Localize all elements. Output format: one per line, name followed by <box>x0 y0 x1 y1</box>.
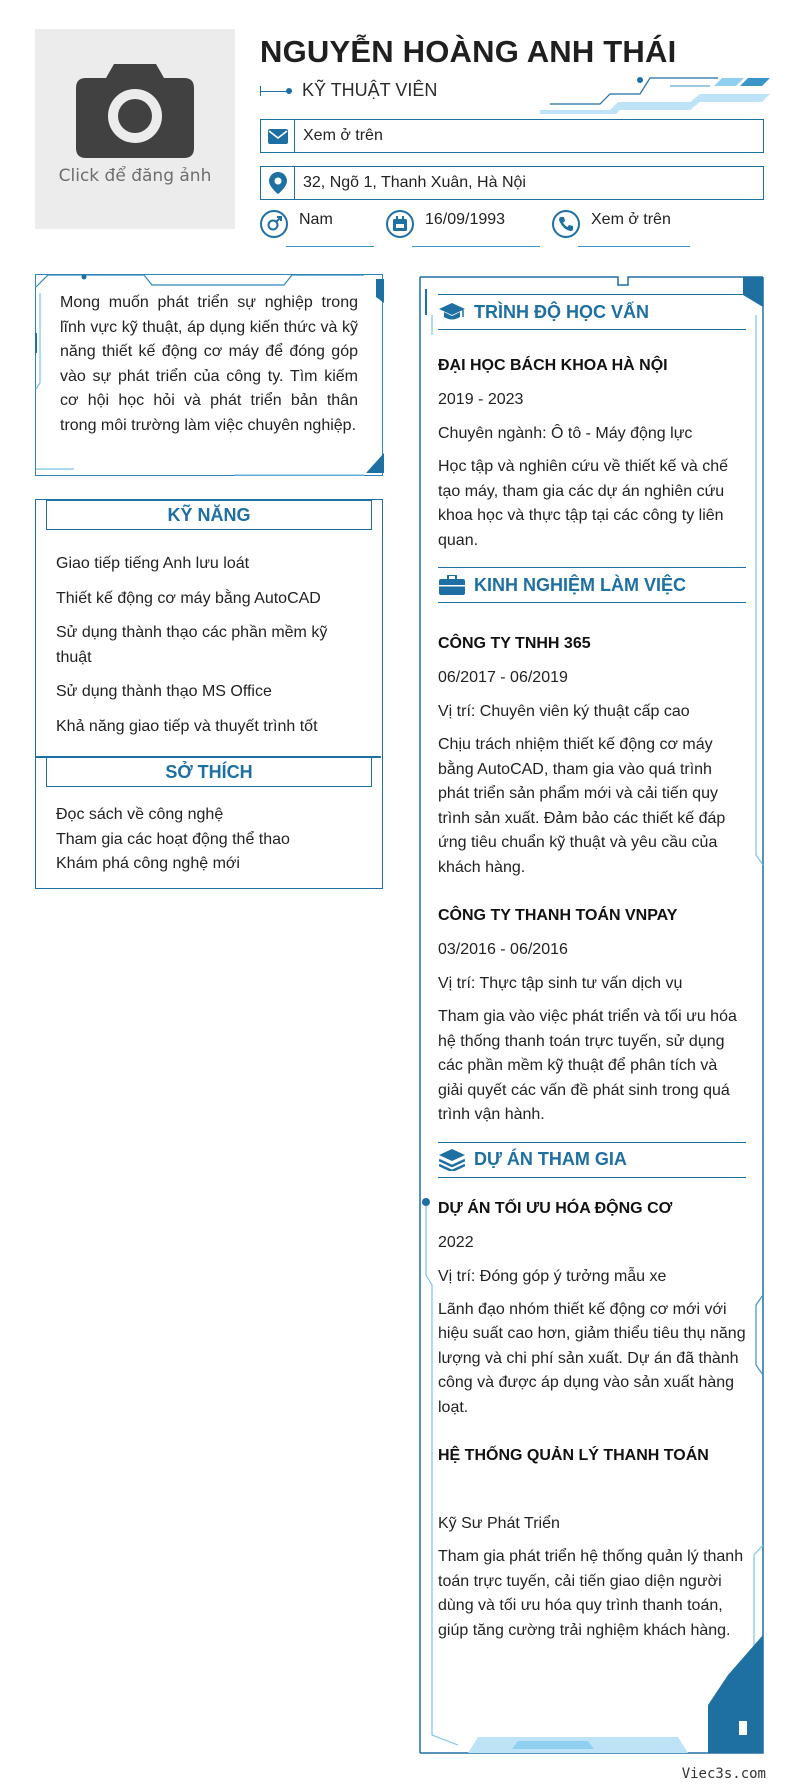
gender-field[interactable] <box>260 210 333 238</box>
skill-item: Thiết kế động cơ máy bằng AutoCAD <box>56 589 321 607</box>
job-period: 03/2016 - 06/2016 <box>438 941 568 958</box>
skills-heading: KỸ NĂNG <box>46 500 372 530</box>
phone-underline <box>578 246 690 247</box>
gender-underline <box>286 246 374 247</box>
calendar-icon <box>386 210 414 238</box>
projects-heading: DỰ ÁN THAM GIA <box>474 1149 627 1169</box>
email-field[interactable] <box>260 119 764 153</box>
skill-item: Sử dụng thành thạo MS Office <box>56 683 272 700</box>
gender-icon <box>260 210 288 238</box>
map-pin-icon <box>261 167 295 199</box>
envelope-icon <box>261 120 295 152</box>
hobby-item: Tham gia các hoạt động thể thao <box>56 830 290 848</box>
dob-value: 16/09/1993 <box>425 211 506 228</box>
job-title-row <box>260 80 437 101</box>
project-year <box>438 1479 746 1501</box>
education-heading-bar <box>438 294 746 330</box>
footer-brand: Viec3s.com <box>681 1766 766 1782</box>
title-line-decoration <box>260 84 292 98</box>
project-description: Lãnh đạo nhóm thiết kế động cơ mới với hiệu suất cao hơn, giảm thiểu tiêu thụ năng lượng và chi phí sản xuất. Dự án đã thành công và được áp dụng vào sản xuất hàng loạt. <box>438 1300 746 1416</box>
email-value: Xem ở trên <box>303 127 383 144</box>
project-name: HỆ THỐNG QUẢN LÝ THANH TOÁN <box>438 1447 709 1464</box>
hobbies-list <box>56 803 290 877</box>
company-name: CÔNG TY TNHH 365 <box>438 635 591 652</box>
dob-field[interactable] <box>386 210 505 238</box>
dob-underline <box>412 246 540 247</box>
layers-icon <box>438 1149 466 1171</box>
skill-item: Giao tiếp tiếng Anh lưu loát <box>56 555 250 572</box>
photo-upload-label: Click để đăng ảnh <box>58 166 212 186</box>
education-description: Học tập và nghiên cứu về thiết kế và chế tạo máy, tham gia các dự án nghiên cứu khoa học và thực tập tại các công ty liên quan. <box>438 458 728 549</box>
experience-heading: KINH NGHIỆM LÀM VIỆC <box>474 574 687 595</box>
phone-icon <box>552 210 580 238</box>
career-objective-text: Mong muốn phát triển sự nghiệp trong lĩnh vực kỹ thuật, áp dụng kiến thức và kỹ năng thiết kế động cơ máy để đóng góp vào sự phát triển của công ty. Tìm kiếm cơ hội học hỏi và phát triển bản thân trong môi trường làm việc chuyên nghiệp. <box>60 294 358 434</box>
hobbies-heading: SỞ THÍCH <box>46 757 372 787</box>
education-period: 2019 - 2023 <box>438 391 524 408</box>
project-role: Vị trí: Đóng góp ý tưởng mẫu xe <box>438 1267 667 1285</box>
phone-value: Xem ở trên <box>591 211 671 228</box>
company-name: CÔNG TY THANH TOÁN VNPAY <box>438 907 678 924</box>
address-field[interactable] <box>260 166 764 200</box>
project-role: Kỹ Sư Phát Triển <box>438 1515 560 1532</box>
project-description: Tham gia phát triển hệ thống quản lý thanh toán trực tuyến, cải tiến giao diện người dùng và tối ưu hóa quy trình thanh toán, giúp tăng cường trải nghiệm khách hàng. <box>438 1548 744 1639</box>
project-year: 2022 <box>438 1233 474 1251</box>
education-heading: TRÌNH ĐỘ HỌC VẤN <box>474 301 649 322</box>
skills-hobbies-section <box>35 499 383 889</box>
phone-field[interactable] <box>552 210 671 238</box>
job-description: Tham gia vào việc phát triển và tối ưu hóa hệ thống thanh toán trực tuyến, sử dụng các phần mềm kỹ thuật để phân tích và giải quyết các vấn đề phát sinh trong quá trình vận hành. <box>438 1008 737 1123</box>
hobby-item: Khám phá công nghệ mới <box>56 855 240 872</box>
skill-item: Khả năng giao tiếp và thuyết trình tốt <box>56 717 318 735</box>
career-objective-section <box>35 274 383 476</box>
job-description: Chịu trách nhiệm thiết kế động cơ máy bằng AutoCAD, tham gia vào quá trình phát triển sản phẩm mới và cải tiến quy trình sản xuất. Đảm bảo các thiết kế đáp ứng tiêu chuẩn kỹ thuật và yêu cầu của khách hàng. <box>438 736 726 876</box>
project-name: DỰ ÁN TỐI ƯU HÓA ĐỘNG CƠ <box>438 1199 673 1217</box>
address-value: 32, Ngõ 1, Thanh Xuân, Hà Nội <box>303 174 526 191</box>
school-name: ĐẠI HỌC BÁCH KHOA HÀ NỘI <box>438 357 668 374</box>
job-position: Vị trí: Chuyên viên ký thuật cấp cao <box>438 703 690 720</box>
education-major: Chuyên ngành: Ô tô - Máy động lực <box>438 425 693 442</box>
camera-icon <box>76 58 194 158</box>
skill-item: Sử dụng thành thạo các phần mềm kỹ thuật <box>56 624 328 666</box>
job-position: Vị trí: Thực tập sinh tư vấn dịch vụ <box>438 975 683 992</box>
candidate-name: NGUYỄN HOÀNG ANH THÁI <box>260 34 677 69</box>
job-period: 06/2017 - 06/2019 <box>438 669 568 686</box>
gender-value: Nam <box>299 211 333 228</box>
photo-upload[interactable] <box>35 29 235 229</box>
skills-list <box>56 552 366 749</box>
projects-heading-bar <box>438 1142 746 1178</box>
hobby-item: Đọc sách về công nghệ <box>56 806 224 823</box>
right-column-content <box>438 282 746 1643</box>
briefcase-icon <box>438 574 466 596</box>
job-title: KỸ THUẬT VIÊN <box>302 80 438 100</box>
experience-heading-bar <box>438 567 746 603</box>
graduation-cap-icon <box>438 301 466 323</box>
circuit-decoration <box>540 74 775 114</box>
